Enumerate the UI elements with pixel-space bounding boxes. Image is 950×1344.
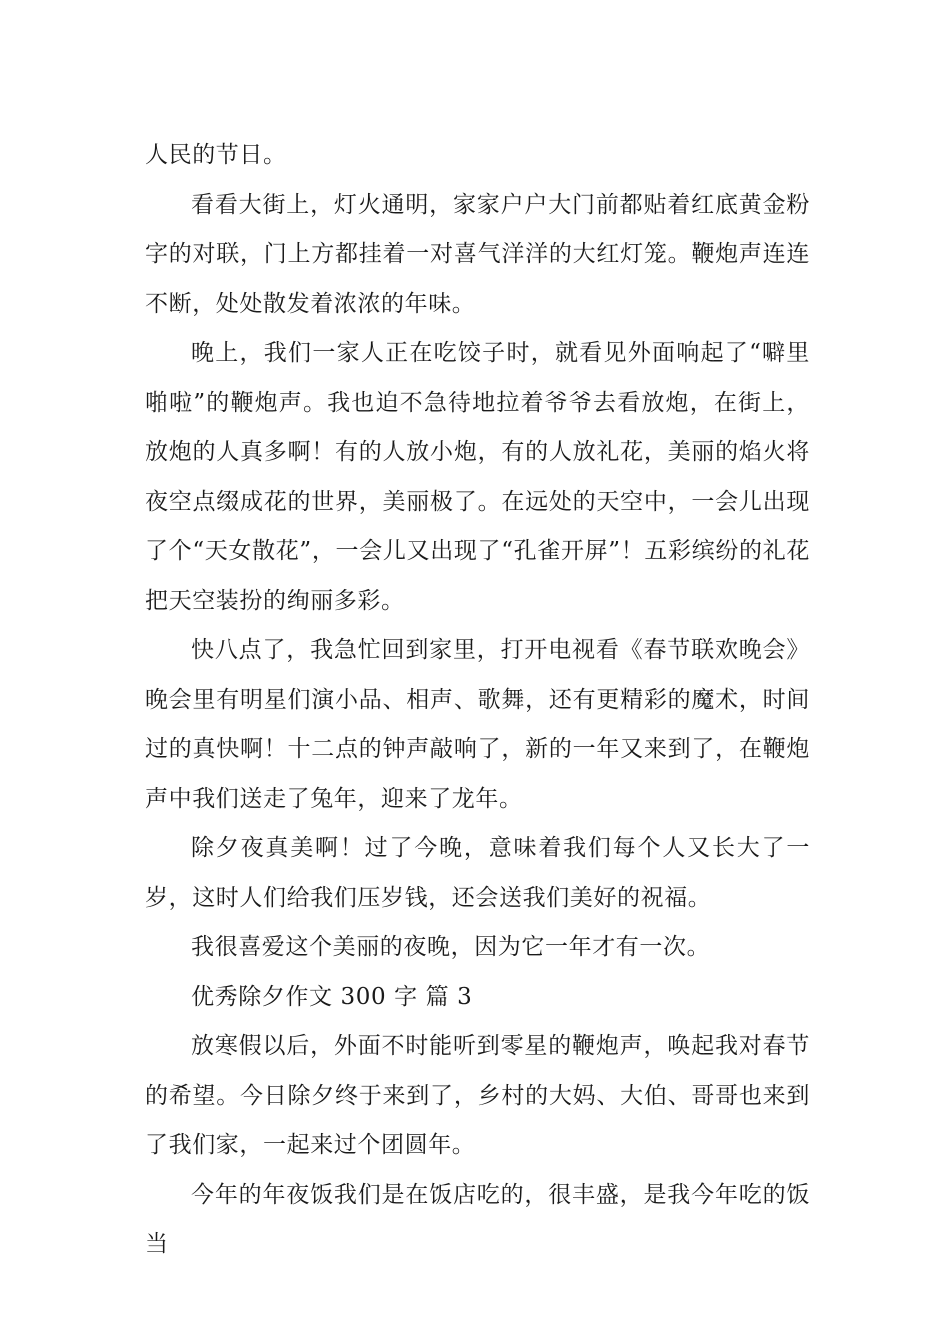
section-heading: 优秀除夕作文 300 字 篇 3 xyxy=(191,983,473,1010)
paragraph-dinner: 今年的年夜饭我们是在饭店吃的，很丰盛，是我今年吃的饭当 xyxy=(145,1181,810,1257)
paragraph-winter-break: 放寒假以后，外面不时能听到零星的鞭炮声，唤起我对春节的希望。今日除夕终于来到了，乡村的大妈、大伯、哥哥也来到了我们家，一起来过个团圆年。 xyxy=(145,1033,810,1158)
paragraph-street-scene: 看看大街上，灯火通明，家家户户大门前都贴着红底黄金粉字的对联，门上方都挂着一对喜气洋洋的大红灯笼。鞭炮声连连不断，处处散发着浓浓的年味。 xyxy=(145,191,810,317)
document-body xyxy=(145,131,810,1270)
paragraph-fireworks: 晚上，我们一家人正在吃饺子时，就看见外面响起了“噼里啪啦”的鞭炮声。我也迫不急待地拉着爷爷去看放炮，在街上，放炮的人真多啊！有的人放小炮，有的人放礼花，美丽的焰火将夜空点缀成花的世界，美丽极了。在远处的天空中，一会儿出现了个“天女散花”，一会儿又出现了“孔雀开屏”！五彩缤纷的礼花把天空装扮的绚丽多彩。 xyxy=(145,340,810,614)
paragraph-conclusion: 我很喜爱这个美丽的夜晚，因为它一年才有一次。 xyxy=(191,934,711,960)
paragraph-continuation: 人民的节日。 xyxy=(145,142,287,168)
paragraph-gala: 快八点了，我急忙回到家里，打开电视看《春节联欢晚会》晚会里有明星们演小品、相声、歌舞，还有更精彩的魔术，时间过的真快啊！十二点的钟声敲响了，新的一年又来到了，在鞭炮声中我们送走了兔年，迎来了龙年。 xyxy=(145,637,810,812)
paragraph-new-year-eve: 除夕夜真美啊！过了今晚，意味着我们每个人又长大了一岁，这时人们给我们压岁钱，还会送我们美好的祝福。 xyxy=(145,835,810,911)
